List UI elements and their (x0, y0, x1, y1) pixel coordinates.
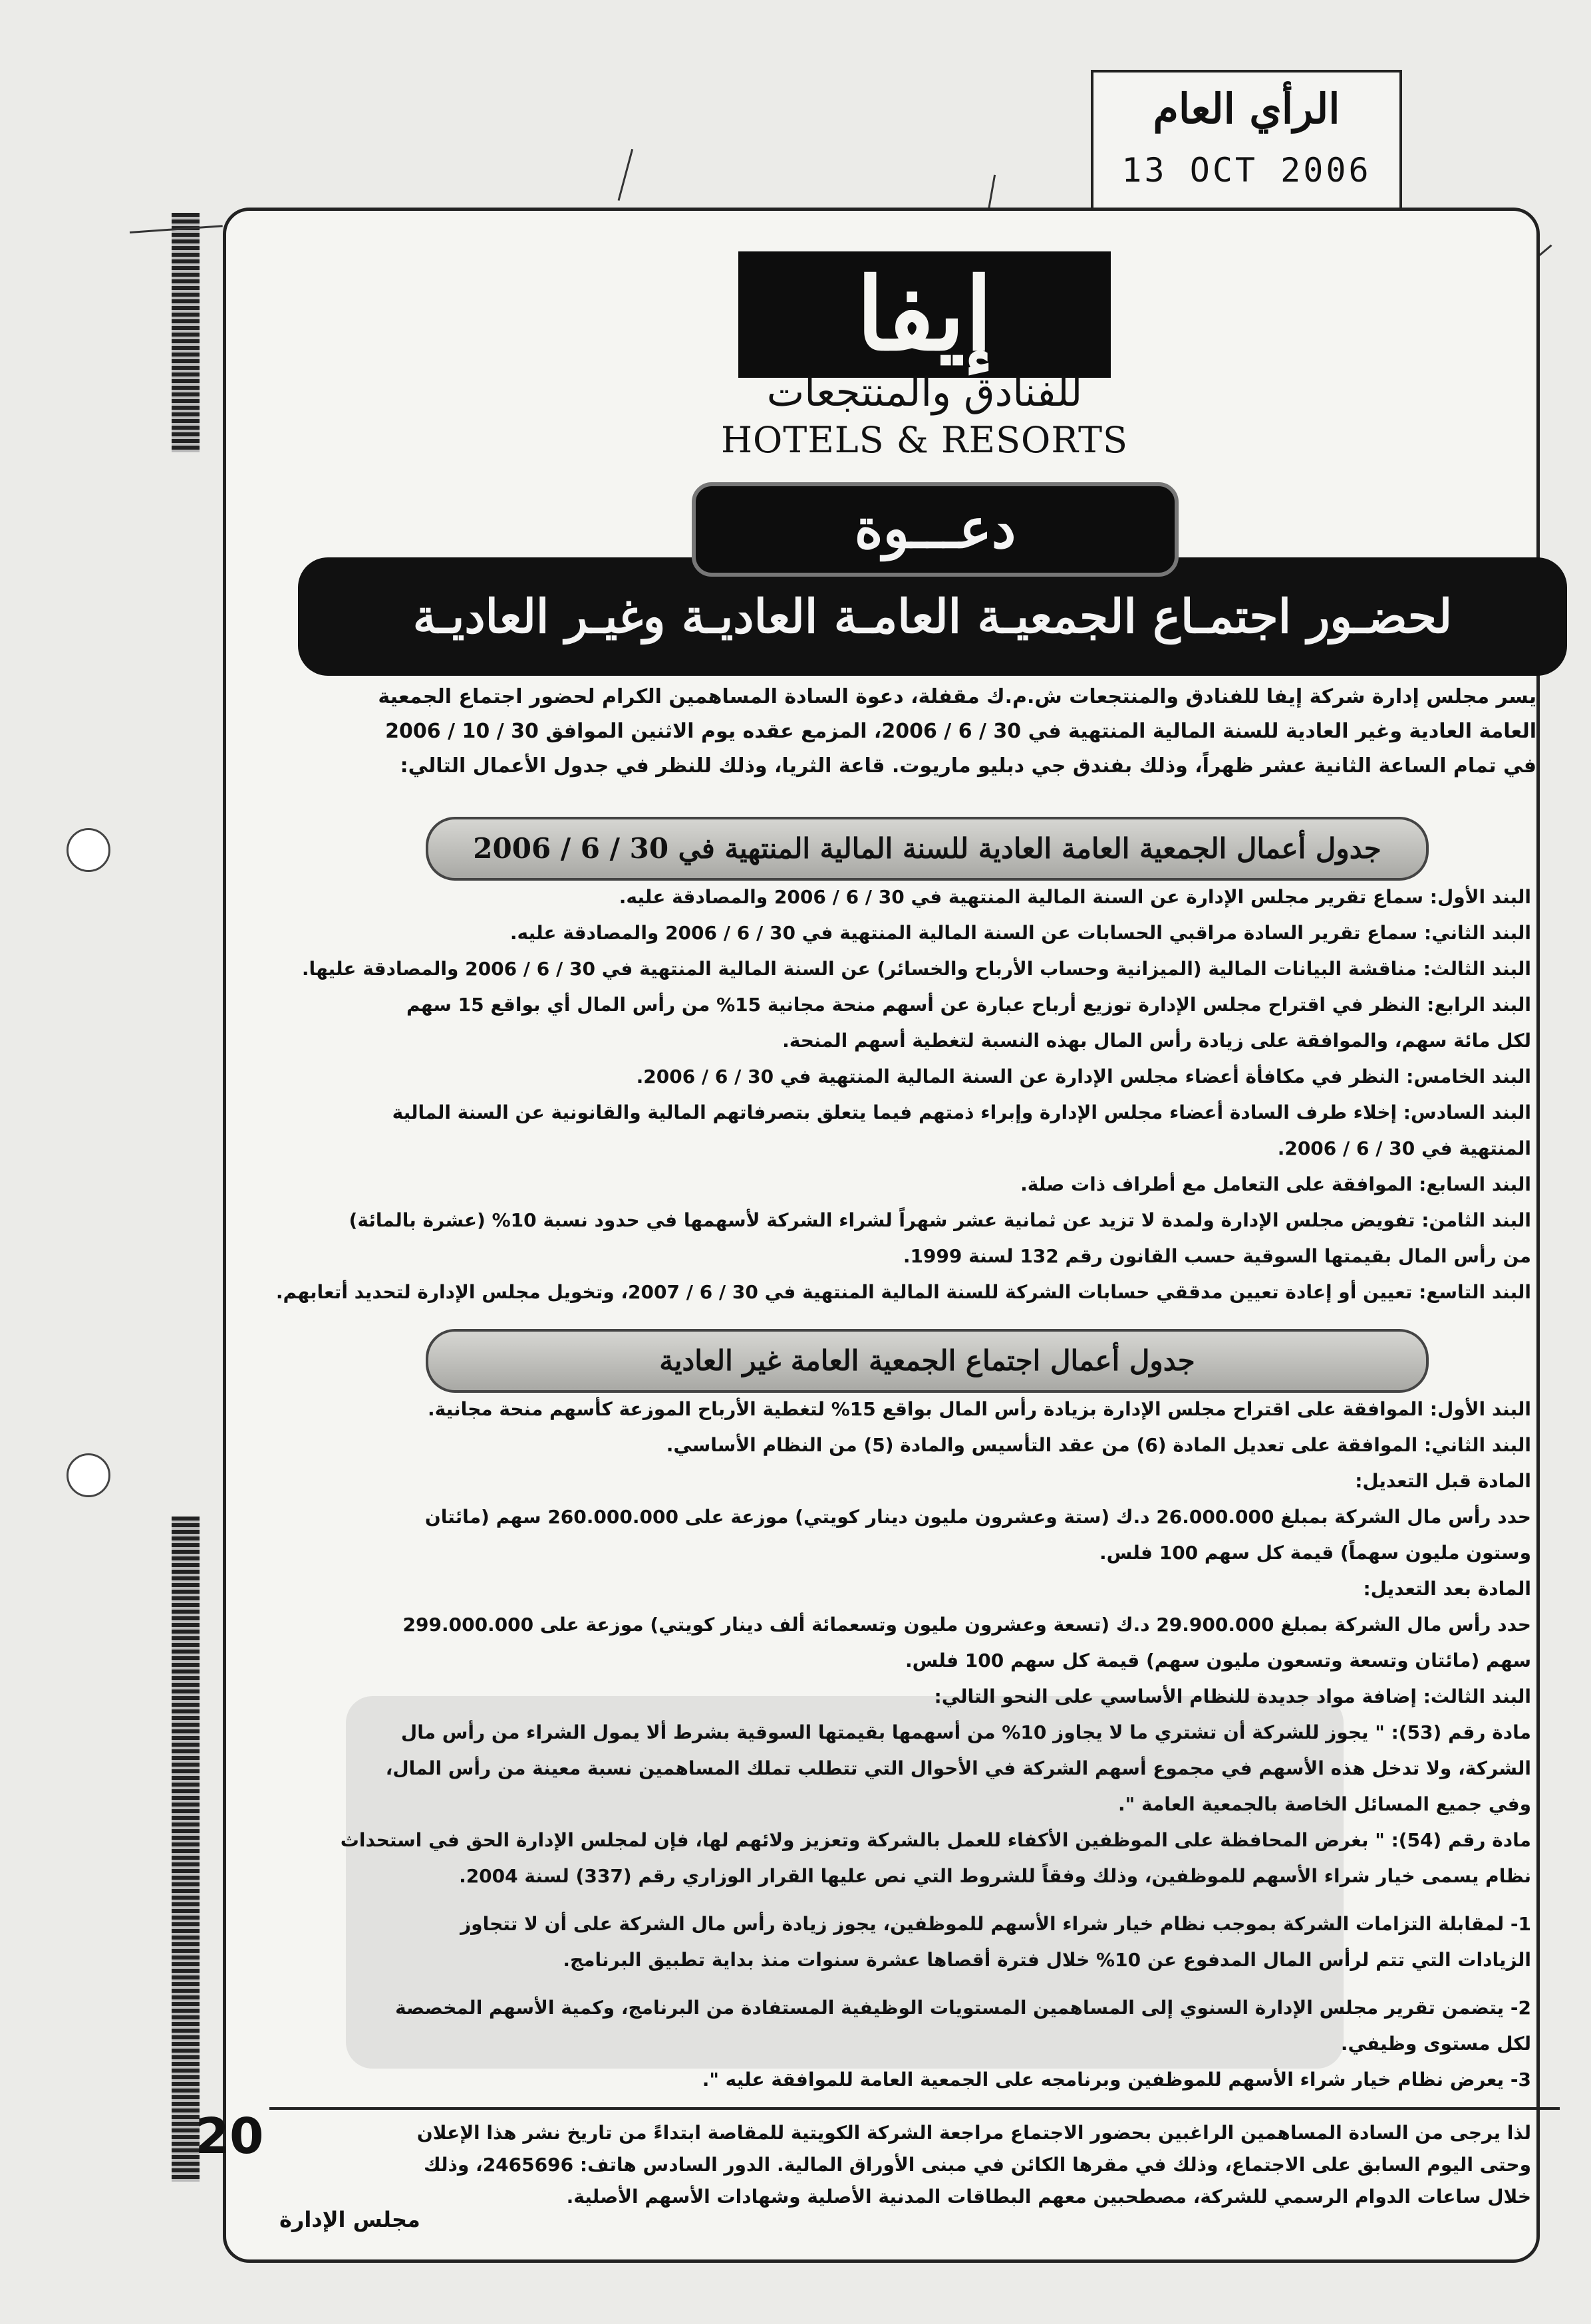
agenda-item: 2- يتضمن تقرير مجلس الإدارة السنوي إلى المساهمين المستويات الوظيفية المستفادة من البرنامج، وكمية الأسهم المخصصة (395, 1997, 1531, 2019)
stamp-title: الرأي العام (1153, 84, 1340, 133)
agenda-item: الشركة، ولا تدخل هذه الأسهم في مجموع أسهم الشركة في الأحوال التي تتطلب تملك المساهمين نسبة معينة من رأس المال، (385, 1757, 1531, 1779)
agenda-item: مادة رقم (54): " بغرض المحافظة على الموظفين الأكفاء للعمل بالشركة وتعزيز ولائهم لها، فإن لمجلس الإدارة الحق في استحداث (340, 1829, 1531, 1851)
agenda-item: البند الثامن: تفويض مجلس الإدارة ولمدة لا تزيد عن ثمانية عشر شهراً لشراء الشركة لأسهمها في حدود نسبة 10% (عشرة بالمائة) (349, 1209, 1531, 1231)
agenda-item: وستون مليون سهماً) قيمة كل سهم 100 فلس. (1099, 1542, 1531, 1564)
agenda-item: المنتهية في 30 / 6 / 2006. (1277, 1137, 1531, 1159)
binder-strip (172, 213, 200, 452)
agenda-item: البند الأول: سماع تقرير مجلس الإدارة عن السنة المالية المنتهية في 30 / 6 / 2006 والمصادقة عليه. (619, 886, 1531, 908)
agenda-item: وفي جميع المسائل الخاصة بالجمعية العامة ". (1118, 1793, 1531, 1815)
binder-strip (172, 1517, 200, 2182)
agenda-item: البند الأول: الموافقة على اقتراح مجلس الإدارة بزيادة رأس المال بواقع 15% لتغطية الأرباح الموزعة كأسهم منحة مجانية. (428, 1398, 1531, 1420)
stamp-date: 13 OCT 2006 (1121, 151, 1372, 190)
logo-latin-text: HOTELS & RESORTS (720, 419, 1129, 461)
agenda-item: البند التاسع: تعيين أو إعادة تعيين مدققي حسابات الشركة للسنة المالية المنتهية في 30 / 6 / 2007، وتخويل مجلس الإدارة لتحديد أتعابهم. (275, 1281, 1531, 1303)
pen-mark (618, 149, 634, 201)
footer-line: لذا يرجى من السادة المساهمين الراغبين بحضور الاجتماع مراجعة الشركة الكويتية للمقاصة ابتداءً من تاريخ نشر هذا الإعلان (416, 2122, 1531, 2144)
agenda-item: نظام يسمى خيار شراء الأسهم للموظفين، وذلك وفقاً للشروط التي نص عليها القرار الوزاري رقم (337) لسنة 2004. (459, 1865, 1531, 1887)
intro-paragraph (286, 680, 1536, 784)
agenda-item: 1- لمقابلة التزامات الشركة بموجب نظام خيار شراء الأسهم للموظفين، يجوز زيادة رأس مال الشركة على أن لا تتجاوز (460, 1913, 1531, 1935)
agenda-item: البند السابع: الموافقة على التعامل مع أطراف ذات صلة. (1020, 1173, 1531, 1195)
intro-line: في تمام الساعة الثانية عشر ظهراً، وذلك بفندق جي دبليو ماريوت. قاعة الثريا، وذلك للنظر في جدول الأعمال التالي: (400, 754, 1536, 778)
invite-subtitle-banner: لحضـور اجتمـاع الجمعيـة العامـة العاديـة وغيـر العاديـة (298, 557, 1567, 676)
agenda-item: البند الرابع: النظر في اقتراح مجلس الإدارة توزيع أرباح عبارة عن أسهم منحة مجانية 15% من رأس المال أي بواقع 15 سهم (406, 994, 1531, 1016)
agenda-item: البند الخامس: النظر في مكافأة أعضاء مجلس الإدارة عن السنة المالية المنتهية في 30 / 6 / 2006. (636, 1066, 1531, 1088)
agenda-item: لكل مستوى وظيفي. (1340, 2033, 1531, 2055)
agenda-item: المادة قبل التعديل: (1355, 1470, 1531, 1492)
agenda-item: حدد رأس مال الشركة بمبلغ 29.900.000 د.ك (تسعة وعشرون مليون وتسعمائة ألف دينار كويتي) موزعة على 299.000.000 (402, 1614, 1531, 1636)
agenda-item: الزيادات التي تتم لرأس المال المدفوع عن 10% خلال فترة أقصاها عشرة سنوات منذ بداية تطبيق البرنامج. (563, 1949, 1531, 1971)
punch-hole (67, 828, 110, 872)
footer-divider (269, 2107, 1560, 2110)
agenda-item: البند الثالث: إضافة مواد جديدة للنظام الأساسي على النحو التالي: (934, 1685, 1531, 1707)
agenda-item: سهم (مائتان وتسعة وتسعون مليون سهم) قيمة كل سهم 100 فلس. (905, 1650, 1531, 1671)
page-number: 20 (195, 2108, 264, 2165)
footer-line: وحتى اليوم السابق على الاجتماع، وذلك في مقرها الكائن في مبنى الأوراق المالية. الدور السادس هاتف: 2465696، وذلك (423, 2154, 1531, 2176)
agenda-item: لكل مائة سهم، والموافقة على زيادة رأس المال بهذه النسبة لتغطية أسهم المنحة. (782, 1030, 1531, 1052)
agenda-item: البند الثالث: مناقشة البيانات المالية (الميزانية وحساب الأرباح والخسائر) عن السنة المالية المنتهية في 30 / 6 / 2006 والمصادقة عليها. (301, 958, 1531, 980)
agenda-item: المادة بعد التعديل: (1363, 1578, 1531, 1600)
punch-hole (67, 1453, 110, 1497)
extraordinary-agenda-title: جدول أعمال اجتماع الجمعية العامة غير العادية (426, 1329, 1429, 1393)
agenda-item: البند الثاني: الموافقة على تعديل المادة (6) من عقد التأسيس والمادة (5) من النظام الأساسي. (666, 1434, 1531, 1456)
intro-line: العامة العادية وغير العادية للسنة المالية المنتهية في 30 / 6 / 2006، المزمع عقده يوم الاثنين الموافق 30 / 10 / 2006 (385, 720, 1536, 743)
logo-arabic-text: للفنادق والمنتجعات (766, 369, 1083, 416)
ordinary-agenda-title: جدول أعمال الجمعية العامة العادية للسنة المالية المنتهية في 30 / 6 / 2006 (426, 817, 1429, 881)
footer-line: خلال ساعات الدوام الرسمي للشركة، مصطحبين معهم البطاقات المدنية الأصلية وشهادات الأسهم الأصلية. (566, 2186, 1531, 2208)
agenda-item: من رأس المال بقيمتها السوقية حسب القانون رقم 132 لسنة 1999. (903, 1245, 1531, 1267)
intro-line: يسر مجلس إدارة شركة إيفا للفنادق والمنتجعات ش.م.ك مقفلة، دعوة السادة المساهمين الكرام لحضور اجتماع الجمعية (378, 685, 1536, 708)
agenda-item: البند الثاني: سماع تقرير السادة مراقبي الحسابات عن السنة المالية المنتهية في 30 / 6 / 2006 والمصادقة عليه. (509, 922, 1531, 944)
agenda-item: مادة رقم (53): " يجوز للشركة أن تشتري ما لا يجاوز 10% من أسهمها بقيمتها السوقية بشرط ألا يمول الشراء من رأس مال (400, 1721, 1531, 1743)
agenda-item: حدد رأس مال الشركة بمبلغ 26.000.000 د.ك (ستة وعشرون مليون دينار كويتي) موزعة على 260.000.000 سهم (مائتان (424, 1506, 1531, 1528)
invite-title: دعـــوة (692, 482, 1179, 577)
company-logo (738, 251, 1111, 378)
agenda-item: البند السادس: إخلاء طرف السادة أعضاء مجلس الإدارة وإبراء ذمتهم فيما يتعلق بتصرفاتهم المالية والقانونية عن السنة المالية (392, 1101, 1531, 1123)
agenda-item: 3- يعرض نظام خيار شراء الأسهم للموظفين وبرنامجه على الجمعية العامة للموافقة عليه ". (702, 2069, 1531, 2091)
logo-mark-icon: إيفا (856, 256, 993, 373)
signature: مجلس الإدارة (279, 2207, 420, 2232)
